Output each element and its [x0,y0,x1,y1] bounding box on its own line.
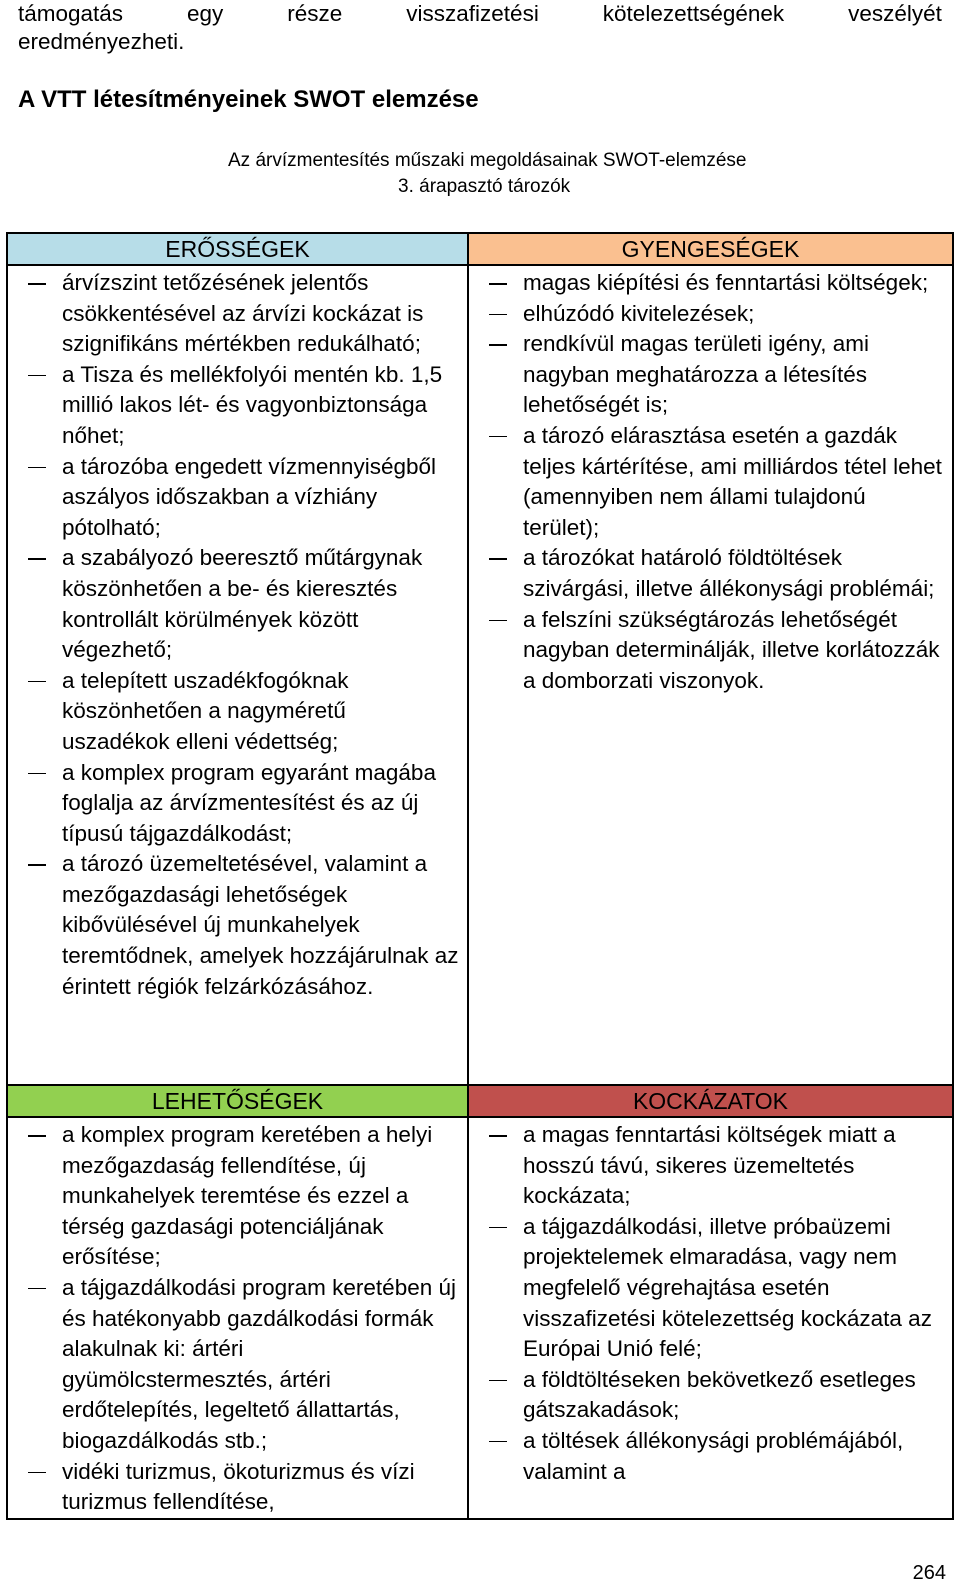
opportunity-item: vidéki turizmus, ökoturizmus és vízi turizmus fellendítése, [8,1457,459,1518]
strength-item: a tározóba engedett vízmennyiségből aszályos időszakban a vízhiány pótolható; [8,452,459,544]
intro-line-2: eredményezheti. [18,29,185,54]
strengths-list [8,266,467,1002]
intro-line-1 [18,0,942,28]
section-title: A VTT létesítményeinek SWOT elemzése [18,86,479,113]
weakness-item: a tározó elárasztása esetén a gazdák teljes kártérítése, ami milliárdos tétel lehet (amennyiben nem állami tulajdonú terület); [469,421,944,543]
intro-word: része [287,1,343,26]
intro-word: egy [187,1,224,26]
opportunity-item: a tájgazdálkodási program keretében új és hatékonyabb gazdálkodási formák alakulnak ki: ártéri gyümölcstermesztés, ártéri erdőtelepítés, legeltető állattartás, biogazdálkodás stb.; [8,1273,459,1457]
table-caption [0,148,960,200]
threats-cell [468,1117,953,1519]
weakness-item: elhúzódó kivitelezések; [469,299,944,330]
strengths-header: ERŐSSÉGEK [7,233,468,265]
opportunity-item: a komplex program keretében a helyi mezőgazdaság fellendítése, új munkahelyek teremtése és ezzel a térség gazdasági potenciáljának erősítése; [8,1120,459,1273]
weakness-item: a tározókat határoló földtöltések szivárgási, illetve állékonysági problémái; [469,543,944,604]
intro-word: támogatás [18,1,124,26]
threat-item: a tájgazdálkodási, illetve próbaüzemi projektelemek elmaradása, vagy nem megfelelő végrehajtása esetén visszafizetési kötelezettség kockázata az Európai Unió felé; [469,1212,944,1365]
opportunities-cell [7,1117,468,1519]
strength-item: a komplex program egyaránt magába foglalja az árvízmentesítést és az új típusú tájgazdálkodást; [8,758,459,850]
intro-text [18,0,942,56]
strength-item: a tározó üzemeltetésével, valamint a mezőgazdasági lehetőségek kibővülésével új munkahelyek teremtődnek, amelyek hozzájárulnak az érintett régiók felzárkózásához. [8,849,459,1002]
caption-line-1: Az árvízmentesítés műszaki megoldásainak SWOT-elemzése [228,150,747,171]
page-number: 264 [912,1562,946,1584]
opportunities-list [8,1118,467,1518]
strength-item: a szabályozó beeresztő műtárgynak köszönhetően a be- és kieresztés kontrollált körülmények között végezhető; [8,543,459,665]
weakness-item: rendkívül magas területi igény, ami nagyban meghatározza a létesítés lehetőségét is; [469,329,944,421]
threat-item: a földtöltéseken bekövetkező esetleges gátszakadások; [469,1365,944,1426]
threat-item: a magas fenntartási költségek miatt a hosszú távú, sikeres üzemeltetés kockázata; [469,1120,944,1212]
strengths-cell [7,265,468,1085]
weaknesses-cell [468,265,953,1085]
caption-line-2: 3. árapasztó tározók [398,176,571,197]
weakness-item: magas kiépítési és fenntartási költségek; [469,268,944,299]
weaknesses-list [469,266,952,696]
opportunities-header: LEHETŐSÉGEK [7,1085,468,1117]
strength-item: árvízszint tetőzésének jelentős csökkentésével az árvízi kockázat is szignifikáns mértékben redukálható; [8,268,459,360]
strength-item: a telepített uszadékfogóknak köszönhetően a nagyméretű uszadékok elleni védettség; [8,666,459,758]
intro-word: kötelezettségének [602,1,785,26]
threats-list [469,1118,952,1487]
intro-word: veszélyét [848,1,942,26]
threats-header: KOCKÁZATOK [468,1085,953,1117]
weaknesses-header: GYENGESÉGEK [468,233,953,265]
swot-table [6,232,954,1520]
intro-word: visszafizetési [406,1,539,26]
strength-item: a Tisza és mellékfolyói mentén kb. 1,5 millió lakos lét- és vagyonbiztonsága nőhet; [8,360,459,452]
weakness-item: a felszíni szükségtározás lehetőségét nagyban determinálják, illetve korlátozzák a domborzati viszonyok. [469,605,944,697]
threat-item: a töltések állékonysági problémájából, valamint a [469,1426,944,1487]
